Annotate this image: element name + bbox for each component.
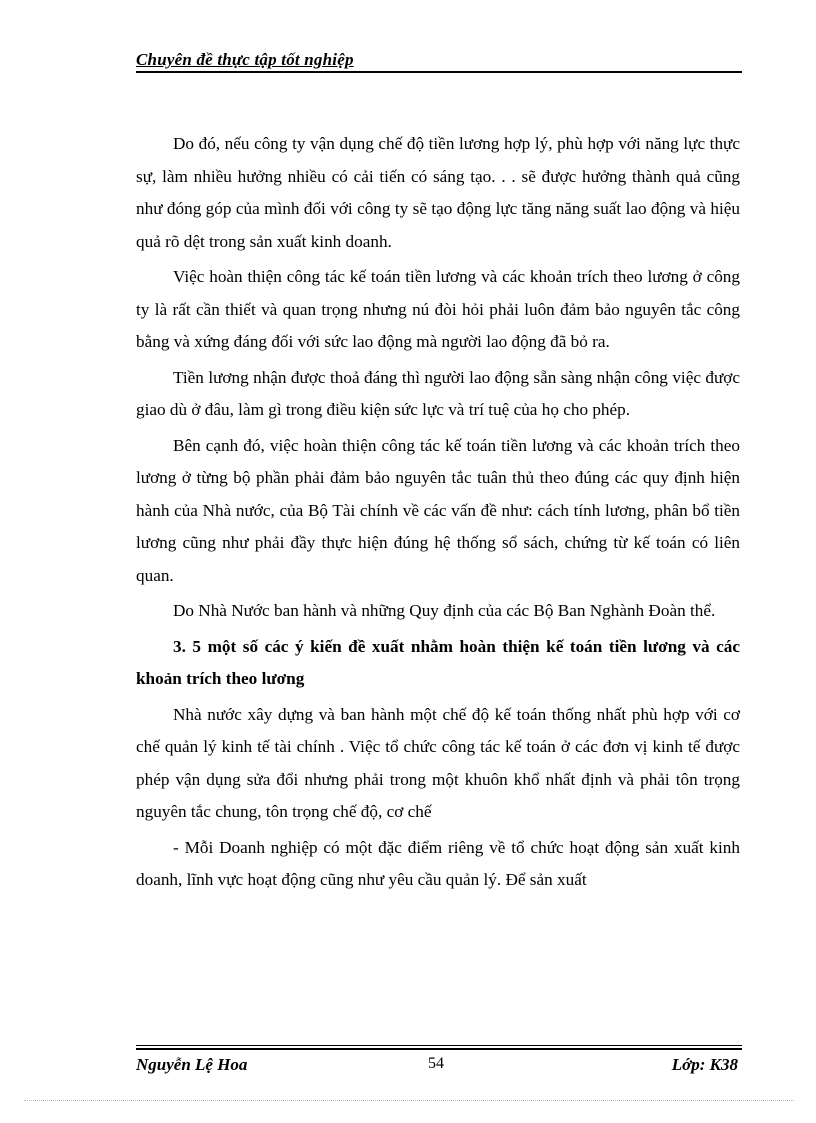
page-header xyxy=(136,48,742,74)
footer-rule xyxy=(136,1045,742,1046)
paragraph: Việc hoàn thiện công tác kế toán tiền lương và các khoản trích theo lương ở công ty là rất cần thiết và quan trọng nhưng nú đòi hỏi phải luôn đảm bảo nguyên tắc công bằng và xứng đáng đối với sức lao động mà người lao động đã bỏ ra. xyxy=(136,267,740,351)
footer-rule xyxy=(136,1048,742,1050)
footer-class-label: Lớp: K38 xyxy=(671,1055,738,1074)
header-title: Chuyên đề thực tập tốt nghiệp xyxy=(136,50,354,69)
footer-author: Nguyễn Lệ Hoa xyxy=(136,1055,248,1074)
paragraph: Do Nhà Nước ban hành và những Quy định của các Bộ Ban Nghành Đoàn thể. xyxy=(173,601,716,620)
paragraph: Bên cạnh đó, việc hoàn thiện công tác kế toán tiền lương và các khoản trích theo lương ở từng bộ phần phải đảm bảo nguyên tắc tuân thủ theo đúng các quy định hiện hành của Nhà nước, của Bộ Tài chính về các vấn đề như: cách tính lương, phân bổ tiền lương cũng như phải đầy thực hiện đúng hệ thống sổ sách, chứng từ kế toán có liên quan. xyxy=(136,435,740,585)
page-bottom-divider xyxy=(24,1100,794,1101)
paragraph: Tiền lương nhận được thoả đáng thì người lao động sẵn sàng nhận công việc được giao dù ở đâu, làm gì trong điều kiện sức lực và trí tuệ của họ cho phép. xyxy=(136,367,740,419)
page-footer xyxy=(136,1045,742,1085)
section-heading: 3. 5 một số các ý kiến đề xuất nhằm hoàn thiện kế toán tiền lương và các khoản trích theo lương xyxy=(136,636,740,688)
page-number: 54 xyxy=(428,1055,444,1072)
header-rule xyxy=(136,71,742,73)
document-body xyxy=(136,128,740,900)
paragraph: Nhà nước xây dựng và ban hành một chế độ kế toán thống nhất phù hợp với cơ chế quản lý kinh tế tài chính . Việc tổ chức công tác kế toán ở các đơn vị kinh tế được phép vận dụng sửa đổi nhưng phải trong một khuôn khổ nhất định và phải tôn trọng nguyên tắc chung, tôn trọng chế độ, cơ chế xyxy=(136,704,740,821)
paragraph: - Mỗi Doanh nghiệp có một đặc điểm riêng về tổ chức hoạt động sản xuất kinh doanh, lĩnh vực hoạt động cũng như yêu cầu quản lý. Để sản xuất xyxy=(136,837,740,889)
paragraph: Do đó, nếu công ty vận dụng chế độ tiền lương hợp lý, phù hợp với năng lực thực sự, làm nhiều hưởng nhiều có cải tiến có sáng tạo. . . sẽ được hưởng thành quả cũng như đóng góp của mình đối với công ty sẽ tạo động lực tăng năng suất lao động và hiệu quả rõ dệt trong sản xuất kinh doanh. xyxy=(136,134,740,251)
